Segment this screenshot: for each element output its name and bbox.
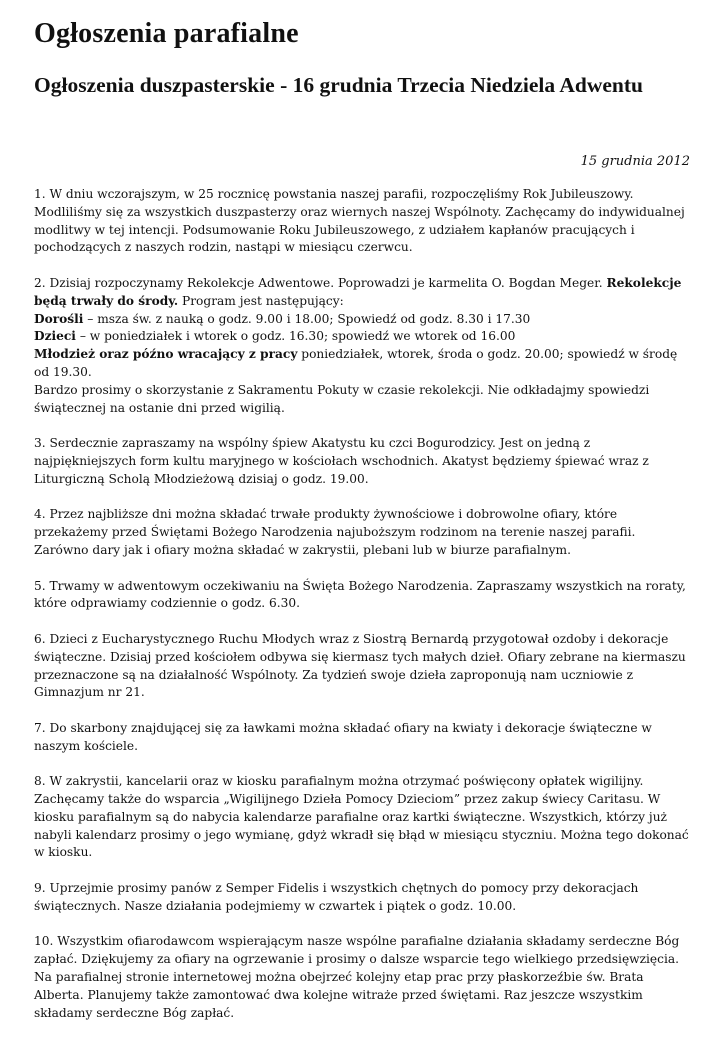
announcement-6: 6. Dzieci z Eucharystycznego Ruchu Młodych wraz z Siostrą Bernardą przygotował ozdoby i dekoracje świąteczne. Dzisiaj przed kościołem odbywa się kiermasz tych małych dzieł. Ofiary zebrane na kiermaszu przeznaczone są na działalność Wspólnoty. Za tydzień swoje dzieła zaproponują nam uczniowie z Gimnazjum nr 21. xyxy=(34,631,686,700)
youth-label: Młodzież oraz późno wracający z pracy xyxy=(34,347,298,362)
adults-label: Dorośli xyxy=(34,311,84,326)
adults-text: – msza św. z nauką o godz. 9.00 i 18.00; Spowiedź od godz. 8.30 i 17.30 xyxy=(87,311,531,326)
announcement-10: 10. Wszystkim ofiarodawcom wspierającym nasze wspólne parafialne działania składamy serdeczne Bóg zapłać. Dziękujemy za ofiary na ogrzewanie i prosimy o dalsze wsparcie tego wielkiego przedsięwzięcia. Na parafialnej stronie internetowej można obejrzeć kolejny etap prac przy płaskorzeźbie św. Brata Alberta. Planujemy także zamontować dwa kolejne witraże przed świętami. Raz jeszcze wszystkim składamy serdeczne Bóg zapłać. xyxy=(34,934,680,1020)
announcement-2-intro: 2. Dzisiaj rozpoczynamy Rekolekcje Adwentowe. Poprowadzi je karmelita O. Bogdan Meger. xyxy=(34,275,603,290)
announcement-2 xyxy=(34,275,690,417)
announcement-1: 1. W dniu wczorajszym, w 25 rocznicę powstania naszej parafii, rozpoczęliśmy Rok Jubileuszowy. Modliliśmy się za wszystkich duszpasterzy oraz wiernych naszej Wspólnoty. Zachęcamy do indywidualnej modlitwy w tej intencji. Podsumowanie Roku Jubileuszowego, z udziałem kapłanów pracujących i pochodzących z naszych rodzin, nastąpi w miesiącu czerwcu. xyxy=(34,187,685,255)
page-title: Ogłoszenia parafialne xyxy=(34,18,299,49)
announcement-date: 15 grudnia 2012 xyxy=(580,154,690,169)
announcement-4: 4. Przez najbliższe dni można składać trwałe produkty żywnościowe i dobrowolne ofiary, które przekażemy przed Świętami Bożego Narodzenia najuboższym rodzinom na terenie naszej parafii. Zarówno dary jak i ofiary można składać w zakrystii, plebani lub w biurze parafialnym. xyxy=(34,507,636,557)
children-text: – w poniedziałek i wtorek o godz. 16.30; spowiedź we wtorek od 16.00 xyxy=(79,329,516,344)
announcement-2-intro-end: Program jest następujący: xyxy=(182,293,344,308)
announcement-3: 3. Serdecznie zapraszamy na wspólny śpiew Akatystu ku czci Bogurodzicy. Jest on jedną z najpiękniejszych form kultu maryjnego w kościołach wschodnich. Akatyst będziemy śpiewać wraz z Liturgiczną Scholą Młodzieżową dzisiaj o godz. 19.00. xyxy=(34,436,649,486)
announcement-7: 7. Do skarbony znajdującej się za ławkami można składać ofiary na kwiaty i dekoracje świąteczne w naszym kościele. xyxy=(34,720,652,753)
announcement-2-closing: Bardzo prosimy o skorzystanie z Sakramentu Pokuty w czasie rekolekcji. Nie odkładajmy spowiedzi świątecznej na ostanie dni przed wigilią. xyxy=(34,382,650,415)
announcement-heading: Ogłoszenia duszpasterskie - 16 grudnia Trzecia Niedziela Adwentu xyxy=(34,73,643,97)
announcement-8: 8. W zakrystii, kancelarii oraz w kiosku parafialnym można otrzymać poświęcony opłatek wigilijny. Zachęcamy także do wsparcia „Wigilijnego Dzieła Pomocy Dzieciom” przez zakup świecy Caritasu. W kiosku parafialnym są do nabycia kalendarze parafialne oraz kartki świąteczne. Wszystkich, którzy już nabyli kalendarz prosimy o jego wymianę, gdyż wkradł się błąd w miesiącu styczniu. Można tego dokonać w kiosku. xyxy=(34,774,689,860)
announcement-9: 9. Uprzejmie prosimy panów z Semper Fidelis i wszystkich chętnych do pomocy przy dekoracjach świątecznych. Nasze działania podejmiemy w czwartek i piątek o godz. 10.00. xyxy=(34,881,639,913)
children-label: Dzieci xyxy=(34,329,76,344)
announcement-5: 5. Trwamy w adwentowym oczekiwaniu na Święta Bożego Narodzenia. Zapraszamy wszystkich na roraty, które odprawiamy codziennie o godz. 6.30. xyxy=(34,578,686,611)
announcements-body xyxy=(34,186,690,1040)
announcement-2-intro-bold: Rekolekcje będą trwały do środy. xyxy=(34,275,682,308)
youth-text: poniedziałek, wtorek, środa o godz. 20.00; spowiedź w środę od 19.30. xyxy=(34,347,678,379)
